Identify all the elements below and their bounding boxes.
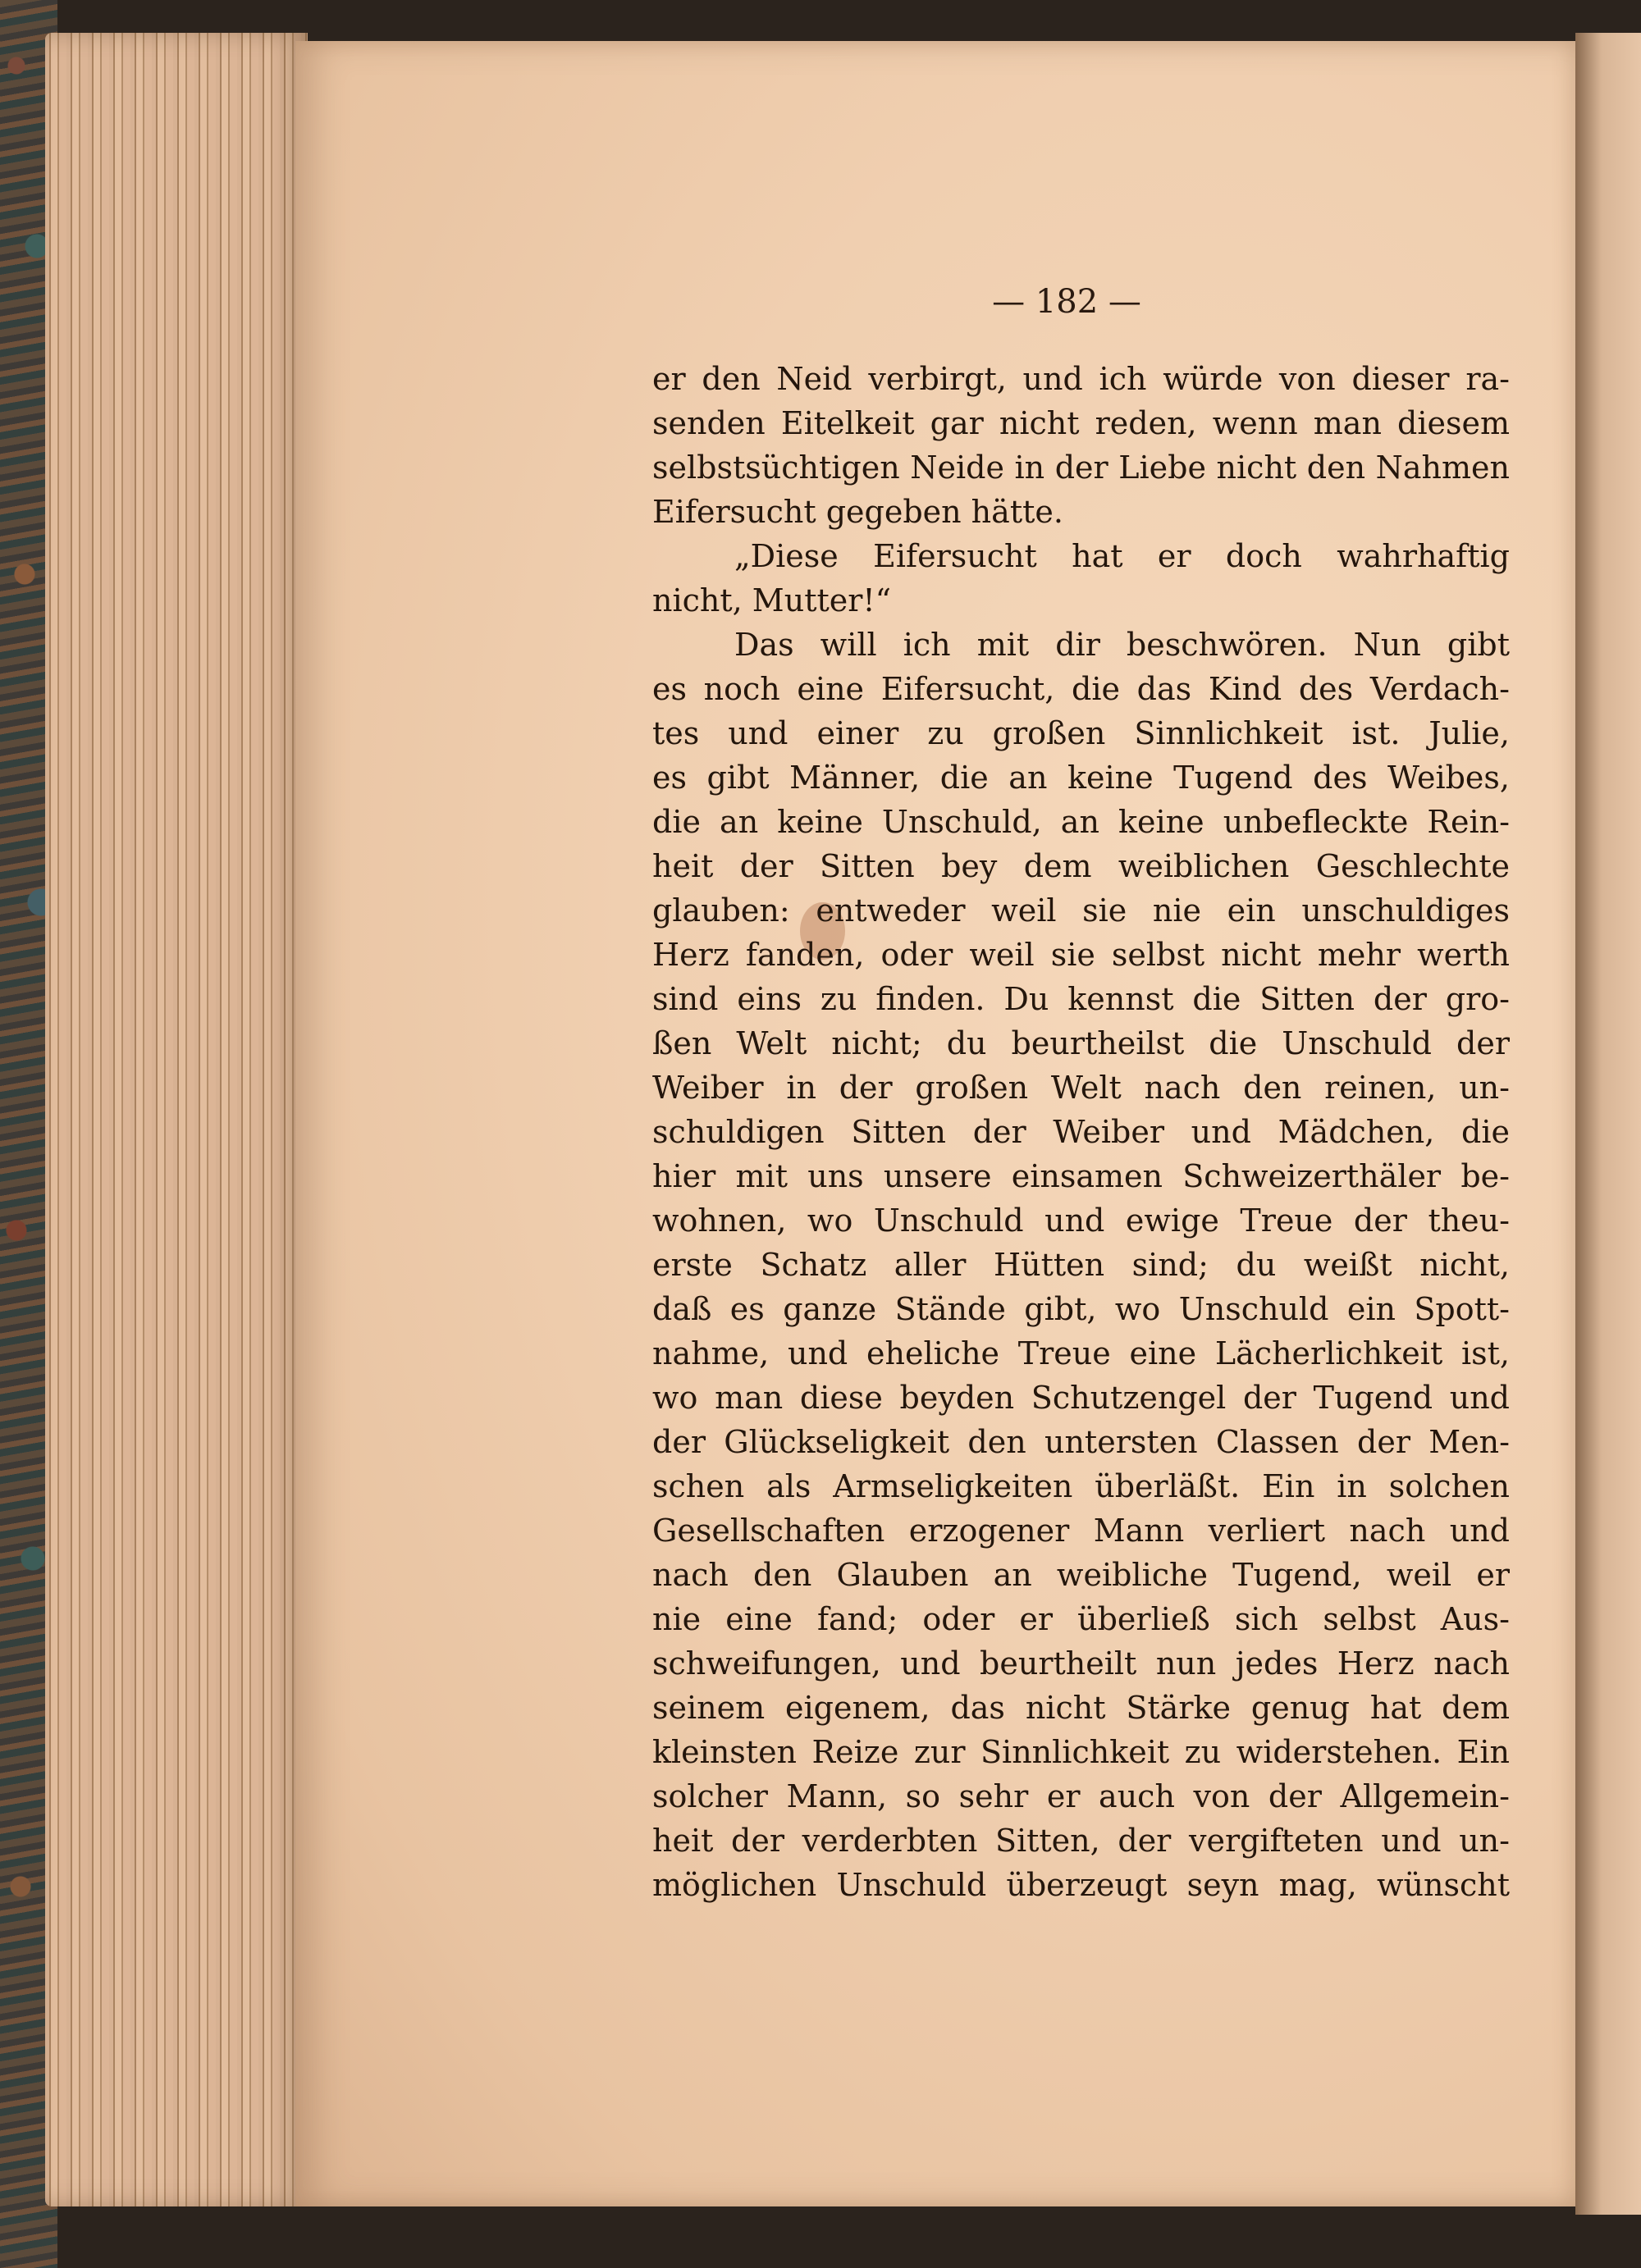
- text-line: Das will ich mit dir beschwören. Nun gibt: [734, 627, 1510, 663]
- text-line: schen als Armseligkeiten überläßt. Ein in solchen: [652, 1468, 1510, 1504]
- text-line: heit der verderbten Sitten, der vergifteten und un-: [652, 1823, 1510, 1859]
- text-line: es noch eine Eifersucht, die das Kind des Verdach-: [652, 671, 1510, 707]
- text-line: selbstsüchtigen Neide in der Liebe nicht den Nahmen: [652, 449, 1510, 486]
- text-line: schuldigen Sitten der Weiber und Mädchen, die: [652, 1114, 1510, 1150]
- page-number: — 182 —: [992, 283, 1141, 321]
- text-line: seinem eigenem, das nicht Stärke genug hat dem: [652, 1690, 1510, 1726]
- text-line: hier mit uns unsere einsamen Schweizerthäler be-: [652, 1158, 1510, 1194]
- text-line: tes und einer zu großen Sinnlichkeit ist. Julie,: [652, 715, 1510, 751]
- text-line: er den Neid verbirgt, und ich würde von dieser ra-: [652, 361, 1510, 397]
- text-line: wo man diese beyden Schutzengel der Tugend und: [652, 1380, 1510, 1416]
- text-line: wohnen, wo Unschuld und ewige Treue der theu-: [652, 1202, 1510, 1239]
- facing-page-edge: [1575, 33, 1641, 2215]
- text-line: nicht, Mutter!“: [652, 582, 892, 618]
- text-line: kleinsten Reize zur Sinnlichkeit zu widerstehen. Ein: [652, 1734, 1510, 1770]
- text-line: erste Schatz aller Hütten sind; du weißt nicht,: [652, 1247, 1510, 1283]
- text-line: Herz fanden, oder weil sie selbst nicht mehr werth: [652, 937, 1510, 973]
- text-line: es gibt Männer, die an keine Tugend des Weibes,: [652, 760, 1510, 796]
- text-line: daß es ganze Stände gibt, wo Unschuld ein Spott-: [652, 1291, 1510, 1327]
- text-line: senden Eitelkeit gar nicht reden, wenn man diesem: [652, 405, 1510, 441]
- text-line: schweifungen, und beurtheilt nun jedes Herz nach: [652, 1645, 1510, 1682]
- text-line: solcher Mann, so sehr er auch von der Allgemein-: [652, 1778, 1510, 1814]
- text-line: nie eine fand; oder er überließ sich selbst Aus-: [652, 1601, 1510, 1637]
- text-line: Gesellschaften erzogener Mann verliert nach und: [652, 1513, 1510, 1549]
- text-line: „Diese Eifersucht hat er doch wahrhaftig: [734, 538, 1510, 574]
- page-edges: [45, 33, 308, 2206]
- text-line: ßen Welt nicht; du beurtheilst die Unschuld der: [652, 1025, 1510, 1061]
- text-line: Eifersucht gegeben hätte.: [652, 494, 1063, 530]
- text-line: heit der Sitten bey dem weiblichen Geschlechte: [652, 848, 1510, 884]
- text-line: nahme, und eheliche Treue eine Lächerlichkeit ist,: [652, 1335, 1510, 1371]
- text-line: der Glückseligkeit den untersten Classen der Men-: [652, 1424, 1510, 1460]
- text-line: möglichen Unschuld überzeugt seyn mag, wünscht: [652, 1867, 1510, 1903]
- body-text: [652, 357, 1510, 1907]
- text-line: die an keine Unschuld, an keine unbefleckte Rein-: [652, 804, 1510, 840]
- text-line: glauben: entweder weil sie nie ein unschuldiges: [652, 892, 1510, 929]
- text-line: nach den Glauben an weibliche Tugend, weil er: [652, 1557, 1510, 1593]
- text-line: Weiber in der großen Welt nach den reinen, un-: [652, 1070, 1510, 1106]
- text-line: sind eins zu finden. Du kennst die Sitten der gro-: [652, 981, 1510, 1017]
